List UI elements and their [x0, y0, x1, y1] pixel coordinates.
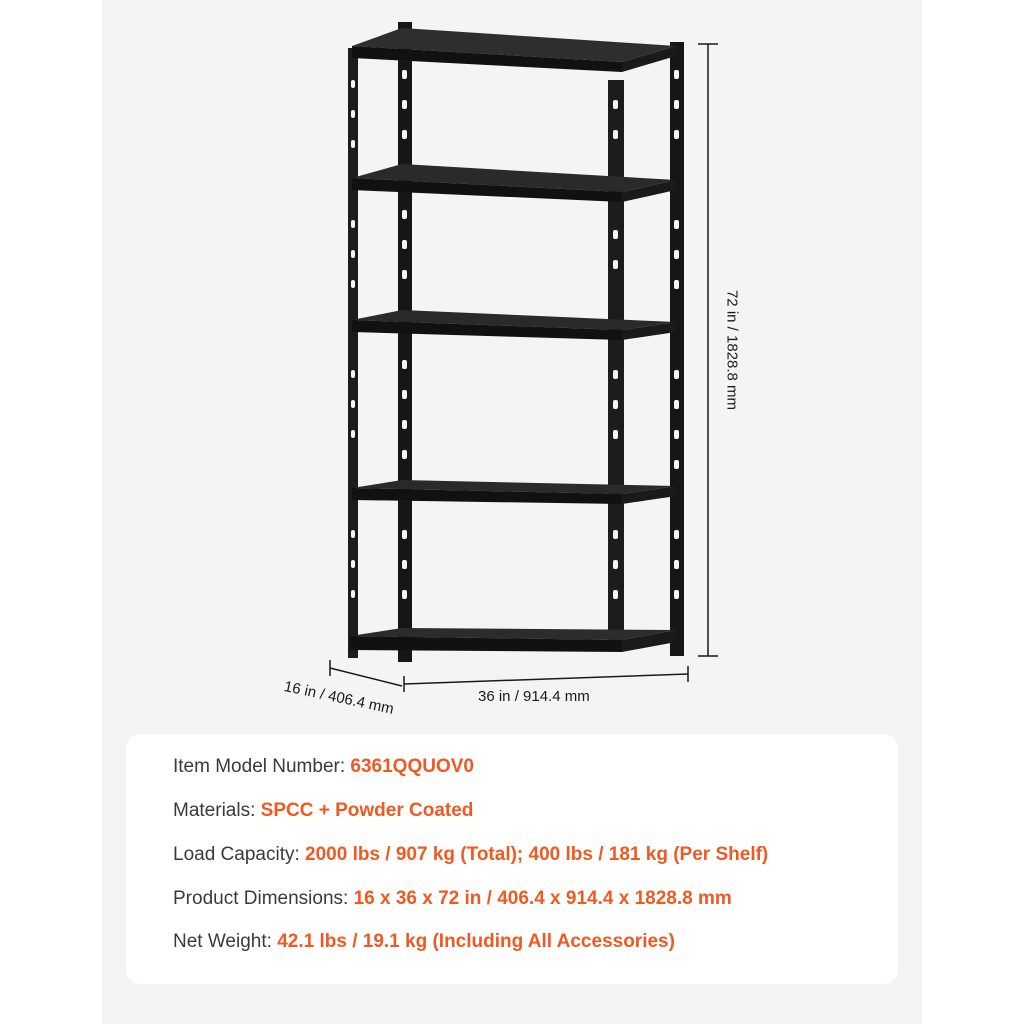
dimension-lines: [330, 44, 718, 692]
spec-card: [126, 734, 898, 984]
width-dimension-label: 36 in / 914.4 mm: [478, 688, 590, 705]
spec-row-materials: [173, 800, 473, 822]
shelf-level-4: [352, 480, 676, 504]
spec-label: Materials:: [173, 800, 256, 821]
depth-dimension-label: 16 in / 406.4 mm: [282, 678, 396, 718]
spec-value: 42.1 lbs / 19.1 kg (Including All Accessories): [277, 931, 675, 952]
depth-line: [330, 668, 402, 686]
spec-row-load-capacity: [173, 844, 768, 866]
shelf-level-5: [350, 628, 676, 652]
spec-value: 16 x 36 x 72 in / 406.4 x 914.4 x 1828.8 mm: [353, 888, 732, 909]
spec-label: Net Weight:: [173, 931, 272, 952]
spec-value: 6361QQUOV0: [350, 756, 474, 777]
width-line: [404, 674, 688, 684]
spec-value: SPCC + Powder Coated: [260, 800, 474, 821]
height-dimension-label: 72 in / 1828.8 mm: [723, 289, 741, 411]
spec-value: 2000 lbs / 907 kg (Total); 400 lbs / 181 kg (Per Shelf): [305, 844, 769, 865]
spec-row-model: [173, 756, 474, 778]
spec-row-dimensions: [173, 888, 732, 910]
spec-label: Item Model Number:: [173, 756, 346, 777]
spec-label: Load Capacity:: [173, 844, 300, 865]
spec-label: Product Dimensions:: [173, 888, 349, 909]
spec-row-net-weight: [173, 931, 675, 953]
